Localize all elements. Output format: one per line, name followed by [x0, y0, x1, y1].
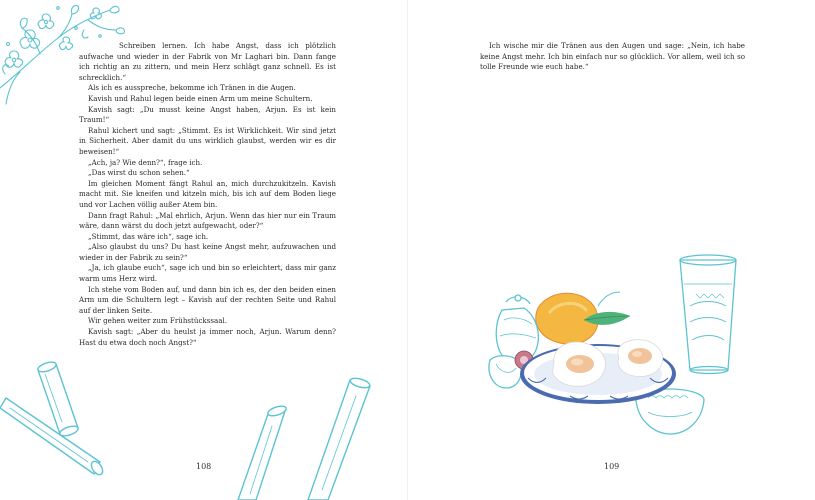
- paragraph: Kavish und Rahul legen beide einen Arm um meine Schultern.: [88, 93, 313, 103]
- rolled-paper-tubes-illustration: [0, 350, 400, 500]
- paragraph: Dann fragt Rahul: „Mal ehrlich, Arjun. Wenn das hier nur ein Traum wäre, dann wärst du doch jetzt aufgewacht, oder?“: [79, 210, 336, 231]
- paragraph: „Das wirst du schon sehen.“: [88, 168, 190, 178]
- page-number: 108: [196, 462, 212, 471]
- paragraph: Schreiben lernen. Ich habe Angst, dass ich plötzlich aufwache und wieder in der Fabrik von Mr Laghari bin. Dann fange ich richtig an zu zittern, und mein Herz schlägt ganz schnell. Es ist schrecklich.“: [79, 41, 336, 82]
- paragraph: Wir gehen weiter zum Frühstückssaal.: [88, 316, 227, 326]
- right-page-text: [480, 41, 745, 73]
- mango-illustration: [536, 292, 630, 344]
- page-number: 109: [604, 462, 620, 471]
- paragraph: Als ich es ausspreche, bekomme ich Tränen in die Augen.: [88, 83, 296, 93]
- paragraph: „Ach, ja? Wie denn?“, frage ich.: [88, 157, 203, 167]
- paragraph: Ich wische mir die Tränen aus den Augen und sage: „Nein, ich habe keine Angst mehr. Ich bin einfach nur so glücklich. Vor allem, weil ich so tolle Freunde wie euch habe.“: [480, 41, 745, 72]
- paragraph: „Ja, ich glaube euch“, sage ich und bin so erleichtert, dass mir ganz warm ums Herz wird.: [79, 263, 336, 284]
- left-page-text: [79, 41, 336, 348]
- paragraph: Kavish sagt: „Du musst keine Angst haben, Arjun. Es ist kein Traum!“: [79, 104, 336, 125]
- paragraph: Ich stehe vom Boden auf, und dann bin ich es, der den beiden einen Arm um die Schultern legt – Kavish auf der rechten Seite und Rahul auf der linken Seite.: [79, 284, 336, 315]
- plate-illustration: [520, 340, 676, 404]
- glass-illustration: [680, 255, 736, 374]
- paragraph: „Also glaubst du uns? Du hast keine Angst mehr, aufzuwachen und wieder in der Fabrik zu sein?“: [79, 242, 336, 262]
- paragraph: „Stimmt, das wäre ich“, sage ich.: [88, 231, 209, 241]
- breakfast-plate-with-eggs-mango-glass-illustration: [480, 250, 750, 440]
- paragraph: Im gleichen Moment fängt Rahul an, mich durchzukitzeln. Kavish macht mit. Sie kneifen und kitzeln mich, bis ich auf dem Boden liege und vor Lachen völlig außer Atem bin.: [79, 178, 336, 209]
- paragraph: Kavish sagt: „Aber du heulst ja immer noch, Arjun. Warum denn? Hast du etwa doch noch Angst?“: [79, 327, 336, 347]
- paragraph: Rahul kichert und sagt: „Stimmt. Es ist Wirklichkeit. Wir sind jetzt in Sicherheit. Aber damit du uns wirklich glaubst, werden wir es dir beweisen!“: [79, 125, 336, 156]
